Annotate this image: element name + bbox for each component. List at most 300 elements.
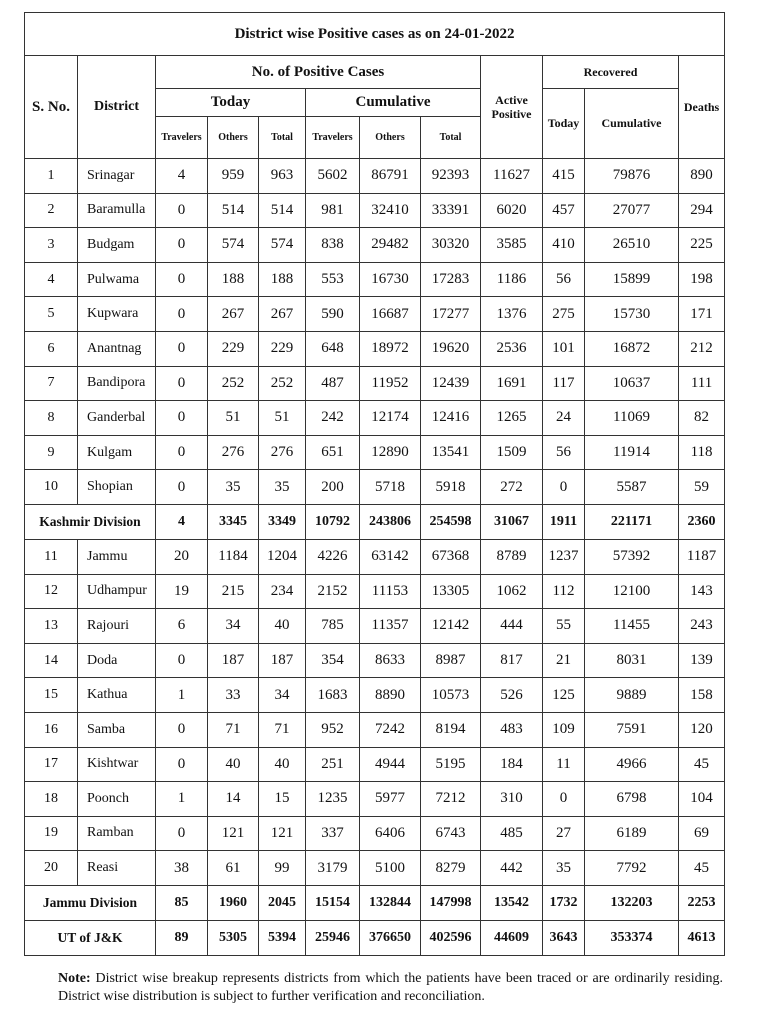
value-cell: 11 bbox=[543, 747, 585, 782]
division-label: Jammu Division bbox=[25, 885, 156, 920]
district-cell: Shopian bbox=[78, 470, 156, 505]
total-value-cell: 2045 bbox=[259, 885, 306, 920]
value-cell: 139 bbox=[679, 643, 725, 678]
total-value-cell: 5305 bbox=[208, 920, 259, 955]
value-cell: 4944 bbox=[360, 747, 421, 782]
value-cell: 276 bbox=[208, 435, 259, 470]
value-cell: 514 bbox=[259, 193, 306, 228]
value-cell: 251 bbox=[306, 747, 360, 782]
total-value-cell: 132203 bbox=[585, 885, 679, 920]
value-cell: 12890 bbox=[360, 435, 421, 470]
serial-cell: 9 bbox=[25, 435, 78, 470]
value-cell: 82 bbox=[679, 401, 725, 436]
value-cell: 56 bbox=[543, 435, 585, 470]
total-value-cell: 376650 bbox=[360, 920, 421, 955]
value-cell: 7591 bbox=[585, 712, 679, 747]
value-cell: 10637 bbox=[585, 366, 679, 401]
value-cell: 6798 bbox=[585, 782, 679, 817]
serial-cell: 5 bbox=[25, 297, 78, 332]
district-cell: Samba bbox=[78, 712, 156, 747]
value-cell: 13305 bbox=[421, 574, 481, 609]
total-value-cell: 15154 bbox=[306, 885, 360, 920]
value-cell: 59 bbox=[679, 470, 725, 505]
value-cell: 35 bbox=[208, 470, 259, 505]
value-cell: 981 bbox=[306, 193, 360, 228]
note-label: Note: bbox=[58, 971, 91, 986]
total-value-cell: 3643 bbox=[543, 920, 585, 955]
value-cell: 27 bbox=[543, 816, 585, 851]
footnote bbox=[58, 970, 723, 1006]
value-cell: 198 bbox=[679, 262, 725, 297]
value-cell: 1509 bbox=[481, 435, 543, 470]
value-cell: 5977 bbox=[360, 782, 421, 817]
value-cell: 2536 bbox=[481, 331, 543, 366]
total-value-cell: 254598 bbox=[421, 504, 481, 539]
value-cell: 38 bbox=[156, 851, 208, 886]
value-cell: 10573 bbox=[421, 678, 481, 713]
district-cell: Poonch bbox=[78, 782, 156, 817]
value-cell: 890 bbox=[679, 159, 725, 194]
value-cell: 111 bbox=[679, 366, 725, 401]
report-document bbox=[24, 12, 724, 956]
value-cell: 7792 bbox=[585, 851, 679, 886]
value-cell: 212 bbox=[679, 331, 725, 366]
value-cell: 118 bbox=[679, 435, 725, 470]
serial-cell: 7 bbox=[25, 366, 78, 401]
value-cell: 457 bbox=[543, 193, 585, 228]
serial-cell: 1 bbox=[25, 159, 78, 194]
value-cell: 487 bbox=[306, 366, 360, 401]
value-cell: 55 bbox=[543, 609, 585, 644]
value-cell: 120 bbox=[679, 712, 725, 747]
kashmir-division-total-row bbox=[25, 504, 725, 539]
table-row bbox=[25, 643, 725, 678]
total-value-cell: 5394 bbox=[259, 920, 306, 955]
value-cell: 5587 bbox=[585, 470, 679, 505]
value-cell: 444 bbox=[481, 609, 543, 644]
serial-cell: 4 bbox=[25, 262, 78, 297]
total-value-cell: 1732 bbox=[543, 885, 585, 920]
value-cell: 337 bbox=[306, 816, 360, 851]
total-value-cell: 44609 bbox=[481, 920, 543, 955]
value-cell: 354 bbox=[306, 643, 360, 678]
value-cell: 15 bbox=[259, 782, 306, 817]
table-row bbox=[25, 331, 725, 366]
value-cell: 1184 bbox=[208, 539, 259, 574]
value-cell: 187 bbox=[259, 643, 306, 678]
district-cell: Anantnag bbox=[78, 331, 156, 366]
value-cell: 225 bbox=[679, 228, 725, 263]
value-cell: 276 bbox=[259, 435, 306, 470]
value-cell: 11914 bbox=[585, 435, 679, 470]
deaths-header: Deaths bbox=[679, 56, 725, 159]
total-value-cell: 1960 bbox=[208, 885, 259, 920]
today-travelers-header: Travelers bbox=[156, 117, 208, 159]
value-cell: 0 bbox=[543, 782, 585, 817]
value-cell: 71 bbox=[208, 712, 259, 747]
serial-cell: 3 bbox=[25, 228, 78, 263]
value-cell: 30320 bbox=[421, 228, 481, 263]
value-cell: 590 bbox=[306, 297, 360, 332]
district-header: District bbox=[78, 56, 156, 159]
value-cell: 8194 bbox=[421, 712, 481, 747]
value-cell: 11069 bbox=[585, 401, 679, 436]
table-row bbox=[25, 435, 725, 470]
value-cell: 143 bbox=[679, 574, 725, 609]
table-body bbox=[25, 159, 725, 956]
value-cell: 272 bbox=[481, 470, 543, 505]
value-cell: 21 bbox=[543, 643, 585, 678]
value-cell: 267 bbox=[259, 297, 306, 332]
value-cell: 1062 bbox=[481, 574, 543, 609]
total-value-cell: 243806 bbox=[360, 504, 421, 539]
table-row bbox=[25, 678, 725, 713]
value-cell: 0 bbox=[156, 816, 208, 851]
value-cell: 0 bbox=[156, 297, 208, 332]
value-cell: 1237 bbox=[543, 539, 585, 574]
table-row bbox=[25, 782, 725, 817]
today-total-header: Total bbox=[259, 117, 306, 159]
recovered-header: Recovered bbox=[543, 56, 679, 89]
value-cell: 12142 bbox=[421, 609, 481, 644]
value-cell: 0 bbox=[543, 470, 585, 505]
value-cell: 442 bbox=[481, 851, 543, 886]
value-cell: 1235 bbox=[306, 782, 360, 817]
value-cell: 19 bbox=[156, 574, 208, 609]
table-row bbox=[25, 401, 725, 436]
value-cell: 6 bbox=[156, 609, 208, 644]
district-cell: Kupwara bbox=[78, 297, 156, 332]
value-cell: 109 bbox=[543, 712, 585, 747]
value-cell: 4226 bbox=[306, 539, 360, 574]
value-cell: 8633 bbox=[360, 643, 421, 678]
jammu-division-total-row bbox=[25, 885, 725, 920]
value-cell: 15730 bbox=[585, 297, 679, 332]
value-cell: 959 bbox=[208, 159, 259, 194]
value-cell: 5602 bbox=[306, 159, 360, 194]
value-cell: 275 bbox=[543, 297, 585, 332]
table-row bbox=[25, 574, 725, 609]
value-cell: 92393 bbox=[421, 159, 481, 194]
value-cell: 1 bbox=[156, 678, 208, 713]
value-cell: 0 bbox=[156, 643, 208, 678]
total-value-cell: 4613 bbox=[679, 920, 725, 955]
total-value-cell: 13542 bbox=[481, 885, 543, 920]
serial-cell: 8 bbox=[25, 401, 78, 436]
value-cell: 267 bbox=[208, 297, 259, 332]
division-label: UT of J&K bbox=[25, 920, 156, 955]
total-value-cell: 221171 bbox=[585, 504, 679, 539]
value-cell: 1187 bbox=[679, 539, 725, 574]
value-cell: 67368 bbox=[421, 539, 481, 574]
value-cell: 6406 bbox=[360, 816, 421, 851]
value-cell: 410 bbox=[543, 228, 585, 263]
note-text: District wise breakup represents districts from which the patients have been traced or are ordinarily residing. District wise distribution is subject to further verification and reconciliation. bbox=[58, 971, 724, 1004]
value-cell: 8890 bbox=[360, 678, 421, 713]
value-cell: 252 bbox=[208, 366, 259, 401]
district-cell: Kishtwar bbox=[78, 747, 156, 782]
value-cell: 17283 bbox=[421, 262, 481, 297]
value-cell: 35 bbox=[259, 470, 306, 505]
value-cell: 526 bbox=[481, 678, 543, 713]
value-cell: 33 bbox=[208, 678, 259, 713]
value-cell: 61 bbox=[208, 851, 259, 886]
district-cell: Rajouri bbox=[78, 609, 156, 644]
value-cell: 99 bbox=[259, 851, 306, 886]
value-cell: 2152 bbox=[306, 574, 360, 609]
value-cell: 11627 bbox=[481, 159, 543, 194]
value-cell: 12416 bbox=[421, 401, 481, 436]
ut-total-row bbox=[25, 920, 725, 955]
value-cell: 1204 bbox=[259, 539, 306, 574]
active-positive-header: Active Positive bbox=[481, 56, 543, 159]
value-cell: 6743 bbox=[421, 816, 481, 851]
value-cell: 101 bbox=[543, 331, 585, 366]
total-value-cell: 31067 bbox=[481, 504, 543, 539]
table-row bbox=[25, 712, 725, 747]
value-cell: 56 bbox=[543, 262, 585, 297]
value-cell: 7212 bbox=[421, 782, 481, 817]
cumulative-total-header: Total bbox=[421, 117, 481, 159]
value-cell: 112 bbox=[543, 574, 585, 609]
value-cell: 200 bbox=[306, 470, 360, 505]
value-cell: 0 bbox=[156, 366, 208, 401]
value-cell: 45 bbox=[679, 747, 725, 782]
value-cell: 11357 bbox=[360, 609, 421, 644]
value-cell: 1 bbox=[156, 782, 208, 817]
total-value-cell: 3345 bbox=[208, 504, 259, 539]
value-cell: 15899 bbox=[585, 262, 679, 297]
value-cell: 13541 bbox=[421, 435, 481, 470]
total-value-cell: 10792 bbox=[306, 504, 360, 539]
serial-cell: 20 bbox=[25, 851, 78, 886]
value-cell: 40 bbox=[259, 747, 306, 782]
serial-cell: 18 bbox=[25, 782, 78, 817]
value-cell: 242 bbox=[306, 401, 360, 436]
value-cell: 215 bbox=[208, 574, 259, 609]
value-cell: 5195 bbox=[421, 747, 481, 782]
value-cell: 29482 bbox=[360, 228, 421, 263]
table-row bbox=[25, 297, 725, 332]
value-cell: 310 bbox=[481, 782, 543, 817]
total-value-cell: 353374 bbox=[585, 920, 679, 955]
serial-cell: 13 bbox=[25, 609, 78, 644]
value-cell: 12100 bbox=[585, 574, 679, 609]
value-cell: 125 bbox=[543, 678, 585, 713]
serial-cell: 6 bbox=[25, 331, 78, 366]
value-cell: 0 bbox=[156, 747, 208, 782]
total-value-cell: 85 bbox=[156, 885, 208, 920]
district-cell: Kulgam bbox=[78, 435, 156, 470]
table-row bbox=[25, 366, 725, 401]
value-cell: 24 bbox=[543, 401, 585, 436]
value-cell: 188 bbox=[208, 262, 259, 297]
district-cell: Reasi bbox=[78, 851, 156, 886]
value-cell: 51 bbox=[208, 401, 259, 436]
value-cell: 79876 bbox=[585, 159, 679, 194]
value-cell: 121 bbox=[208, 816, 259, 851]
value-cell: 485 bbox=[481, 816, 543, 851]
value-cell: 104 bbox=[679, 782, 725, 817]
cumulative-header: Cumulative bbox=[306, 89, 481, 117]
serial-cell: 15 bbox=[25, 678, 78, 713]
total-value-cell: 402596 bbox=[421, 920, 481, 955]
value-cell: 16872 bbox=[585, 331, 679, 366]
value-cell: 18972 bbox=[360, 331, 421, 366]
value-cell: 11952 bbox=[360, 366, 421, 401]
division-label: Kashmir Division bbox=[25, 504, 156, 539]
value-cell: 8987 bbox=[421, 643, 481, 678]
sno-header: S. No. bbox=[25, 56, 78, 159]
value-cell: 17277 bbox=[421, 297, 481, 332]
value-cell: 229 bbox=[208, 331, 259, 366]
total-value-cell: 1911 bbox=[543, 504, 585, 539]
value-cell: 0 bbox=[156, 470, 208, 505]
value-cell: 4966 bbox=[585, 747, 679, 782]
value-cell: 229 bbox=[259, 331, 306, 366]
value-cell: 648 bbox=[306, 331, 360, 366]
value-cell: 1265 bbox=[481, 401, 543, 436]
serial-cell: 16 bbox=[25, 712, 78, 747]
table-row bbox=[25, 228, 725, 263]
value-cell: 514 bbox=[208, 193, 259, 228]
district-cases-table bbox=[24, 12, 725, 956]
value-cell: 838 bbox=[306, 228, 360, 263]
value-cell: 32410 bbox=[360, 193, 421, 228]
value-cell: 8031 bbox=[585, 643, 679, 678]
today-header: Today bbox=[156, 89, 306, 117]
district-cell: Baramulla bbox=[78, 193, 156, 228]
value-cell: 121 bbox=[259, 816, 306, 851]
serial-cell: 14 bbox=[25, 643, 78, 678]
value-cell: 11455 bbox=[585, 609, 679, 644]
total-value-cell: 147998 bbox=[421, 885, 481, 920]
value-cell: 952 bbox=[306, 712, 360, 747]
table-row bbox=[25, 539, 725, 574]
cumulative-others-header: Others bbox=[360, 117, 421, 159]
value-cell: 3585 bbox=[481, 228, 543, 263]
table-row bbox=[25, 262, 725, 297]
value-cell: 63142 bbox=[360, 539, 421, 574]
value-cell: 184 bbox=[481, 747, 543, 782]
value-cell: 415 bbox=[543, 159, 585, 194]
value-cell: 27077 bbox=[585, 193, 679, 228]
district-cell: Pulwama bbox=[78, 262, 156, 297]
value-cell: 117 bbox=[543, 366, 585, 401]
value-cell: 14 bbox=[208, 782, 259, 817]
value-cell: 12174 bbox=[360, 401, 421, 436]
recovered-today-header: Today bbox=[543, 89, 585, 159]
value-cell: 294 bbox=[679, 193, 725, 228]
value-cell: 86791 bbox=[360, 159, 421, 194]
value-cell: 16730 bbox=[360, 262, 421, 297]
value-cell: 34 bbox=[259, 678, 306, 713]
table-row bbox=[25, 470, 725, 505]
value-cell: 0 bbox=[156, 401, 208, 436]
value-cell: 57392 bbox=[585, 539, 679, 574]
value-cell: 5100 bbox=[360, 851, 421, 886]
value-cell: 6020 bbox=[481, 193, 543, 228]
value-cell: 252 bbox=[259, 366, 306, 401]
table-row bbox=[25, 159, 725, 194]
value-cell: 12439 bbox=[421, 366, 481, 401]
value-cell: 71 bbox=[259, 712, 306, 747]
table-row bbox=[25, 609, 725, 644]
value-cell: 11153 bbox=[360, 574, 421, 609]
value-cell: 1376 bbox=[481, 297, 543, 332]
positive-cases-header: No. of Positive Cases bbox=[156, 56, 481, 89]
district-cell: Bandipora bbox=[78, 366, 156, 401]
value-cell: 234 bbox=[259, 574, 306, 609]
value-cell: 35 bbox=[543, 851, 585, 886]
value-cell: 574 bbox=[259, 228, 306, 263]
cumulative-travelers-header: Travelers bbox=[306, 117, 360, 159]
value-cell: 69 bbox=[679, 816, 725, 851]
table-row bbox=[25, 816, 725, 851]
value-cell: 243 bbox=[679, 609, 725, 644]
total-value-cell: 2360 bbox=[679, 504, 725, 539]
recovered-cumulative-header: Cumulative bbox=[585, 89, 679, 159]
value-cell: 817 bbox=[481, 643, 543, 678]
value-cell: 0 bbox=[156, 712, 208, 747]
serial-cell: 17 bbox=[25, 747, 78, 782]
value-cell: 785 bbox=[306, 609, 360, 644]
today-others-header: Others bbox=[208, 117, 259, 159]
value-cell: 3179 bbox=[306, 851, 360, 886]
total-value-cell: 132844 bbox=[360, 885, 421, 920]
value-cell: 483 bbox=[481, 712, 543, 747]
value-cell: 19620 bbox=[421, 331, 481, 366]
value-cell: 26510 bbox=[585, 228, 679, 263]
value-cell: 9889 bbox=[585, 678, 679, 713]
district-cell: Doda bbox=[78, 643, 156, 678]
value-cell: 33391 bbox=[421, 193, 481, 228]
total-value-cell: 2253 bbox=[679, 885, 725, 920]
district-cell: Budgam bbox=[78, 228, 156, 263]
serial-cell: 11 bbox=[25, 539, 78, 574]
value-cell: 0 bbox=[156, 193, 208, 228]
value-cell: 0 bbox=[156, 435, 208, 470]
value-cell: 0 bbox=[156, 228, 208, 263]
district-cell: Ramban bbox=[78, 816, 156, 851]
district-cell: Srinagar bbox=[78, 159, 156, 194]
value-cell: 5918 bbox=[421, 470, 481, 505]
district-cell: Kathua bbox=[78, 678, 156, 713]
value-cell: 45 bbox=[679, 851, 725, 886]
value-cell: 40 bbox=[259, 609, 306, 644]
table-row bbox=[25, 747, 725, 782]
value-cell: 651 bbox=[306, 435, 360, 470]
value-cell: 51 bbox=[259, 401, 306, 436]
table-row bbox=[25, 193, 725, 228]
district-cell: Udhampur bbox=[78, 574, 156, 609]
value-cell: 34 bbox=[208, 609, 259, 644]
value-cell: 0 bbox=[156, 262, 208, 297]
value-cell: 0 bbox=[156, 331, 208, 366]
value-cell: 188 bbox=[259, 262, 306, 297]
total-value-cell: 25946 bbox=[306, 920, 360, 955]
value-cell: 553 bbox=[306, 262, 360, 297]
total-value-cell: 4 bbox=[156, 504, 208, 539]
serial-cell: 10 bbox=[25, 470, 78, 505]
district-cell: Jammu bbox=[78, 539, 156, 574]
serial-cell: 12 bbox=[25, 574, 78, 609]
value-cell: 20 bbox=[156, 539, 208, 574]
value-cell: 6189 bbox=[585, 816, 679, 851]
table-title: District wise Positive cases as on 24-01-2022 bbox=[25, 13, 725, 56]
serial-cell: 19 bbox=[25, 816, 78, 851]
value-cell: 8279 bbox=[421, 851, 481, 886]
